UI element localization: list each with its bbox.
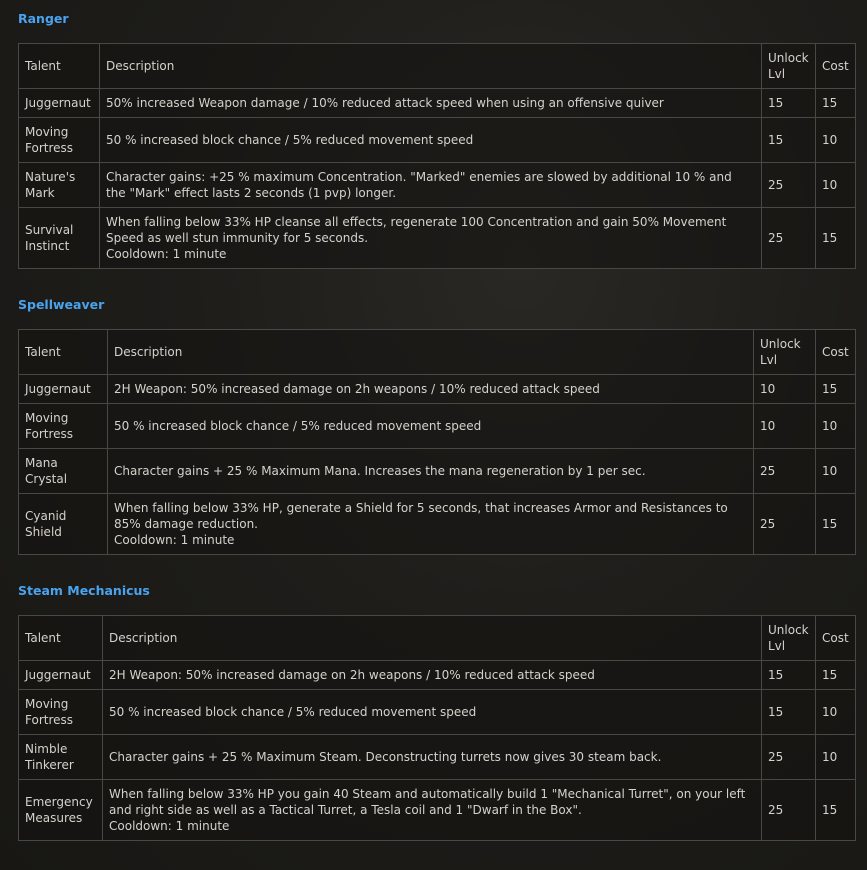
section-title: Ranger [18,11,69,26]
talent-table [18,329,856,555]
table-row [19,404,856,449]
talent-name: Juggernaut [19,661,103,690]
talent-table [18,615,856,841]
table-row [19,690,856,735]
header-unlock-lvl: Unlock Lvl [762,44,816,89]
talent-cost: 10 [816,404,856,449]
talent-name: Juggernaut [19,89,100,118]
talent-description: 50 % increased block chance / 5% reduced movement speed [108,404,754,449]
talent-description: Character gains: +25 % maximum Concentration. "Marked" enemies are slowed by additional 10 % and the "Mark" effect lasts 2 seconds (1 pvp) longer. [100,163,762,208]
talent-cost: 15 [816,494,856,555]
talent-description: When falling below 33% HP, generate a Shield for 5 seconds, that increases Armor and Resistances to 85% damage reduction. Cooldown: 1 minute [108,494,754,555]
table-row [19,449,856,494]
talent-unlock-lvl: 25 [762,780,816,841]
talent-description: 50% increased Weapon damage / 10% reduced attack speed when using an offensive quiver [100,89,762,118]
talent-cost: 10 [816,118,856,163]
talent-cost: 10 [816,735,856,780]
talent-cost: 15 [816,89,856,118]
header-cost: Cost [816,330,856,375]
section-ranger [18,11,855,261]
header-description: Description [108,330,754,375]
talent-description: 2H Weapon: 50% increased damage on 2h weapons / 10% reduced attack speed [108,375,754,404]
table-header-row [19,616,856,661]
talent-unlock-lvl: 15 [762,661,816,690]
talent-unlock-lvl: 25 [754,449,816,494]
talent-cost: 15 [816,208,856,269]
talent-description: When falling below 33% HP cleanse all effects, regenerate 100 Concentration and gain 50% Movement Speed as well stun immunity for 5 seconds. Cooldown: 1 minute [100,208,762,269]
talent-cost: 15 [816,780,856,841]
talent-table [18,43,856,269]
talent-name: Emergency Measures [19,780,103,841]
header-unlock-lvl: Unlock Lvl [762,616,816,661]
talent-name: Mana Crystal [19,449,108,494]
talent-cost: 10 [816,449,856,494]
talent-unlock-lvl: 25 [754,494,816,555]
talent-unlock-lvl: 25 [762,208,816,269]
table-header-row [19,330,856,375]
table-row [19,780,856,841]
talent-unlock-lvl: 10 [754,375,816,404]
talent-name: Cyanid Shield [19,494,108,555]
header-talent: Talent [19,44,100,89]
section-title: Steam Mechanicus [18,583,150,598]
table-row [19,89,856,118]
talent-description: Character gains + 25 % Maximum Steam. Deconstructing turrets now gives 30 steam back. [103,735,762,780]
section-title: Spellweaver [18,297,105,312]
talent-description: 50 % increased block chance / 5% reduced movement speed [100,118,762,163]
talent-description: When falling below 33% HP you gain 40 Steam and automatically build 1 "Mechanical Turret", on your left and right side as well as a Tactical Turret, a Tesla coil and 1 "Dwarf in the Box". Cooldown: 1 minute [103,780,762,841]
header-talent: Talent [19,330,108,375]
table-row [19,494,856,555]
talent-name: Nature's Mark [19,163,100,208]
talent-unlock-lvl: 25 [762,163,816,208]
talent-unlock-lvl: 25 [762,735,816,780]
talent-description: 50 % increased block chance / 5% reduced movement speed [103,690,762,735]
talent-cost: 15 [816,661,856,690]
talent-unlock-lvl: 15 [762,89,816,118]
talent-name: Moving Fortress [19,690,103,735]
table-row [19,735,856,780]
table-row [19,208,856,269]
talent-name: Moving Fortress [19,404,108,449]
table-row [19,163,856,208]
header-description: Description [100,44,762,89]
table-row [19,661,856,690]
table-row [19,118,856,163]
section-spellweaver [18,297,855,547]
section-steam-mechanicus [18,583,855,833]
header-description: Description [103,616,762,661]
talent-unlock-lvl: 15 [762,118,816,163]
header-cost: Cost [816,616,856,661]
talent-unlock-lvl: 15 [762,690,816,735]
talent-unlock-lvl: 10 [754,404,816,449]
talent-name: Survival Instinct [19,208,100,269]
talent-description: 2H Weapon: 50% increased damage on 2h weapons / 10% reduced attack speed [103,661,762,690]
table-row [19,375,856,404]
talent-cost: 15 [816,375,856,404]
header-talent: Talent [19,616,103,661]
header-unlock-lvl: Unlock Lvl [754,330,816,375]
table-header-row [19,44,856,89]
header-cost: Cost [816,44,856,89]
talent-cost: 10 [816,690,856,735]
talent-name: Moving Fortress [19,118,100,163]
talent-name: Juggernaut [19,375,108,404]
talent-name: Nimble Tinkerer [19,735,103,780]
talent-cost: 10 [816,163,856,208]
talent-description: Character gains + 25 % Maximum Mana. Increases the mana regeneration by 1 per sec. [108,449,754,494]
